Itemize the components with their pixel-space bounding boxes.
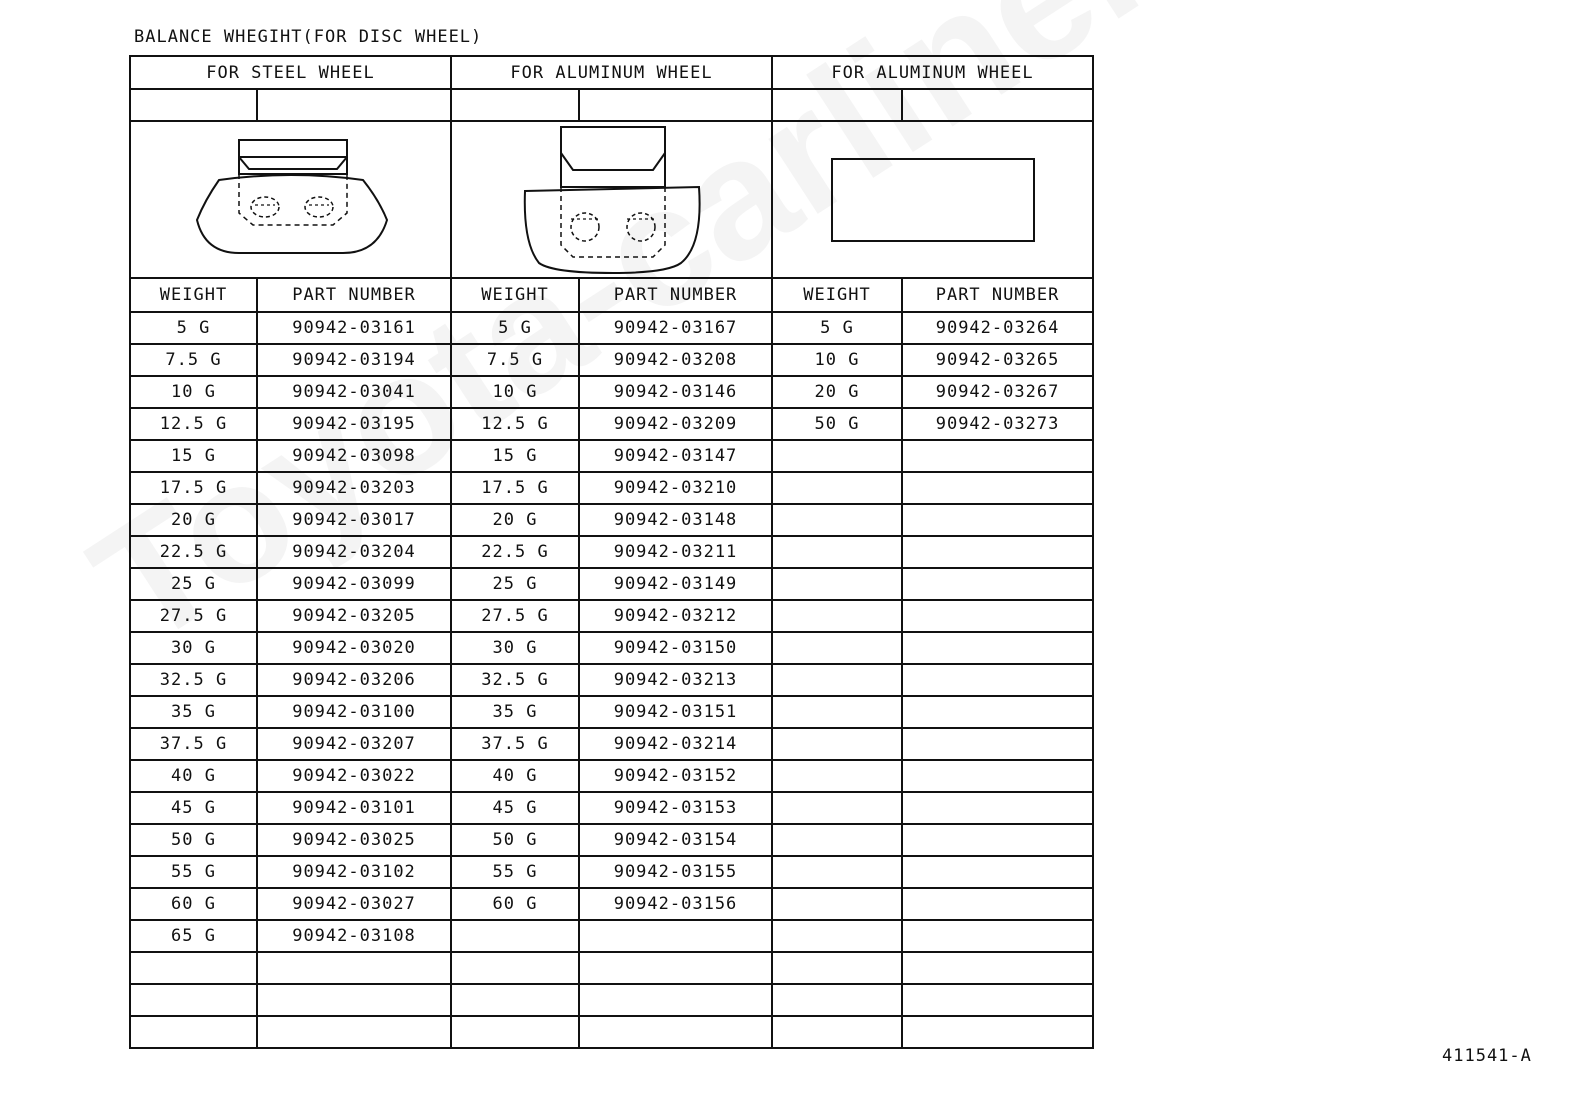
part-number-cell [902,600,1093,632]
part-number-cell [257,952,451,984]
part-number-cell: 90942-03267 [902,376,1093,408]
weight-cell [451,1016,579,1048]
steel-clip-weight-icon [191,135,391,265]
part-number-cell: 90942-03212 [579,600,772,632]
weight-cell: 50 G [130,824,257,856]
table-row [130,600,1093,632]
table-row [130,792,1093,824]
part-number-cell [579,984,772,1016]
part-number-cell: 90942-03025 [257,824,451,856]
weight-cell: 65 G [130,920,257,952]
aluminum-weight-illustration [451,121,772,278]
table-row [130,344,1093,376]
part-number-cell: 90942-03154 [579,824,772,856]
weight-cell [772,824,902,856]
weight-cell [451,920,579,952]
weight-cell: 10 G [772,344,902,376]
weight-cell: 30 G [451,632,579,664]
weight-cell: 22.5 G [130,536,257,568]
weight-cell: 40 G [130,760,257,792]
blank-subheader-row [130,89,1093,121]
balance-weight-table [129,55,1094,1049]
part-number-cell: 90942-03100 [257,696,451,728]
table-row [130,952,1093,984]
weight-cell: 10 G [451,376,579,408]
part-number-cell: 90942-03208 [579,344,772,376]
weight-cell [772,440,902,472]
aluminum-clip-weight-icon [517,125,707,275]
weight-cell: 30 G [130,632,257,664]
part-number-cell: 90942-03101 [257,792,451,824]
part-number-cell [902,952,1093,984]
weight-cell: 17.5 G [130,472,257,504]
weight-cell [772,600,902,632]
table-row [130,920,1093,952]
table-row [130,824,1093,856]
table-row [130,1016,1093,1048]
weight-cell: 15 G [130,440,257,472]
table-row [130,856,1093,888]
weight-cell: 7.5 G [451,344,579,376]
weight-cell: 20 G [130,504,257,536]
weight-cell: 25 G [451,568,579,600]
part-number-cell [902,440,1093,472]
part-number-cell: 90942-03149 [579,568,772,600]
part-number-cell: 90942-03203 [257,472,451,504]
part-number-cell: 90942-03156 [579,888,772,920]
part-number-cell: 90942-03205 [257,600,451,632]
weight-cell: 5 G [772,312,902,344]
weight-cell: 32.5 G [451,664,579,696]
weight-cell: 20 G [451,504,579,536]
drawing-id: 411541-A [1442,1046,1532,1066]
weight-cell [772,760,902,792]
column-header-weight: WEIGHT [130,278,257,312]
weight-cell: 27.5 G [451,600,579,632]
part-number-cell: 90942-03152 [579,760,772,792]
weight-cell [772,536,902,568]
part-number-cell: 90942-03210 [579,472,772,504]
weight-cell: 45 G [130,792,257,824]
part-number-cell [902,728,1093,760]
weight-cell: 27.5 G [130,600,257,632]
part-number-cell: 90942-03265 [902,344,1093,376]
weight-cell: 5 G [130,312,257,344]
weight-cell: 32.5 G [130,664,257,696]
blank-cell [451,89,579,121]
part-number-cell: 90942-03153 [579,792,772,824]
parts-rows [130,312,1093,1048]
adhesive-weight-icon [830,157,1036,243]
illustration-row [130,121,1093,278]
part-number-cell: 90942-03167 [579,312,772,344]
column-header-weight: WEIGHT [451,278,579,312]
part-number-cell: 90942-03264 [902,312,1093,344]
part-number-cell [902,824,1093,856]
section-header-aluminum-2: FOR ALUMINUM WHEEL [772,56,1093,89]
weight-cell: 37.5 G [451,728,579,760]
part-number-cell: 90942-03099 [257,568,451,600]
column-header-part-number: PART NUMBER [902,278,1093,312]
part-number-cell: 90942-03098 [257,440,451,472]
part-number-cell [257,984,451,1016]
part-number-cell: 90942-03102 [257,856,451,888]
weight-cell [772,728,902,760]
part-number-cell: 90942-03195 [257,408,451,440]
weight-cell: 50 G [772,408,902,440]
weight-cell: 7.5 G [130,344,257,376]
blank-cell [130,89,257,121]
table-row [130,472,1093,504]
weight-cell [772,504,902,536]
table-row [130,312,1093,344]
weight-cell: 22.5 G [451,536,579,568]
part-number-cell [579,952,772,984]
blank-cell [902,89,1093,121]
part-number-cell [902,536,1093,568]
weight-cell [772,472,902,504]
part-number-cell: 90942-03027 [257,888,451,920]
weight-cell [772,856,902,888]
part-number-cell: 90942-03146 [579,376,772,408]
part-number-cell: 90942-03206 [257,664,451,696]
weight-cell: 10 G [130,376,257,408]
adhesive-weight-illustration [772,121,1093,278]
weight-cell [772,696,902,728]
weight-cell [451,984,579,1016]
part-number-cell: 90942-03194 [257,344,451,376]
part-number-cell: 90942-03148 [579,504,772,536]
part-number-cell [902,760,1093,792]
weight-cell: 55 G [451,856,579,888]
table-row [130,568,1093,600]
part-number-cell: 90942-03214 [579,728,772,760]
part-number-cell: 90942-03108 [257,920,451,952]
weight-cell [772,1016,902,1048]
part-number-cell [902,664,1093,696]
part-number-cell: 90942-03204 [257,536,451,568]
blank-cell [772,89,902,121]
part-number-cell [902,856,1093,888]
weight-cell: 20 G [772,376,902,408]
weight-cell [772,920,902,952]
weight-cell [130,984,257,1016]
table-row [130,760,1093,792]
column-header-row [130,278,1093,312]
weight-cell [772,888,902,920]
part-number-cell: 90942-03147 [579,440,772,472]
part-number-cell [902,888,1093,920]
part-number-cell [902,696,1093,728]
weight-cell [772,984,902,1016]
part-number-cell [902,792,1093,824]
weight-cell [130,1016,257,1048]
weight-cell [772,664,902,696]
weight-cell: 60 G [130,888,257,920]
weight-cell: 55 G [130,856,257,888]
section-header-row [130,56,1093,89]
table-row [130,696,1093,728]
weight-cell: 40 G [451,760,579,792]
part-number-cell: 90942-03211 [579,536,772,568]
weight-cell: 35 G [130,696,257,728]
column-header-weight: WEIGHT [772,278,902,312]
part-number-cell: 90942-03022 [257,760,451,792]
weight-cell: 12.5 G [451,408,579,440]
weight-cell: 25 G [130,568,257,600]
part-number-cell [902,504,1093,536]
part-number-cell [902,1016,1093,1048]
section-header-aluminum-1: FOR ALUMINUM WHEEL [451,56,772,89]
part-number-cell: 90942-03273 [902,408,1093,440]
part-number-cell: 90942-03207 [257,728,451,760]
steel-weight-illustration [130,121,451,278]
part-number-cell: 90942-03020 [257,632,451,664]
weight-cell [772,568,902,600]
weight-cell [772,952,902,984]
part-number-cell: 90942-03213 [579,664,772,696]
weight-cell [451,952,579,984]
part-number-cell [902,920,1093,952]
part-number-cell: 90942-03209 [579,408,772,440]
weight-cell: 5 G [451,312,579,344]
table-row [130,504,1093,536]
blank-cell [579,89,772,121]
weight-cell: 37.5 G [130,728,257,760]
weight-cell: 50 G [451,824,579,856]
weight-cell [772,632,902,664]
part-number-cell: 90942-03161 [257,312,451,344]
weight-cell [130,952,257,984]
weight-cell: 45 G [451,792,579,824]
part-number-cell: 90942-03151 [579,696,772,728]
part-number-cell [902,472,1093,504]
section-header-steel: FOR STEEL WHEEL [130,56,451,89]
table-row [130,632,1093,664]
part-number-cell: 90942-03150 [579,632,772,664]
document-title: BALANCE WHEGIHT(FOR DISC WHEEL) [134,27,483,47]
weight-cell [772,792,902,824]
column-header-part-number: PART NUMBER [257,278,451,312]
part-number-cell: 90942-03155 [579,856,772,888]
weight-cell: 15 G [451,440,579,472]
weight-cell: 60 G [451,888,579,920]
part-number-cell [902,632,1093,664]
table-row [130,440,1093,472]
part-number-cell [579,1016,772,1048]
table-row [130,376,1093,408]
column-header-part-number: PART NUMBER [579,278,772,312]
table-row [130,728,1093,760]
weight-cell: 35 G [451,696,579,728]
part-number-cell [902,568,1093,600]
table-row [130,888,1093,920]
part-number-cell [902,984,1093,1016]
table-row [130,536,1093,568]
table-row [130,984,1093,1016]
blank-cell [257,89,451,121]
part-number-cell [257,1016,451,1048]
part-number-cell [579,920,772,952]
part-number-cell: 90942-03041 [257,376,451,408]
table-row [130,664,1093,696]
weight-cell: 17.5 G [451,472,579,504]
table-row [130,408,1093,440]
weight-cell: 12.5 G [130,408,257,440]
part-number-cell: 90942-03017 [257,504,451,536]
